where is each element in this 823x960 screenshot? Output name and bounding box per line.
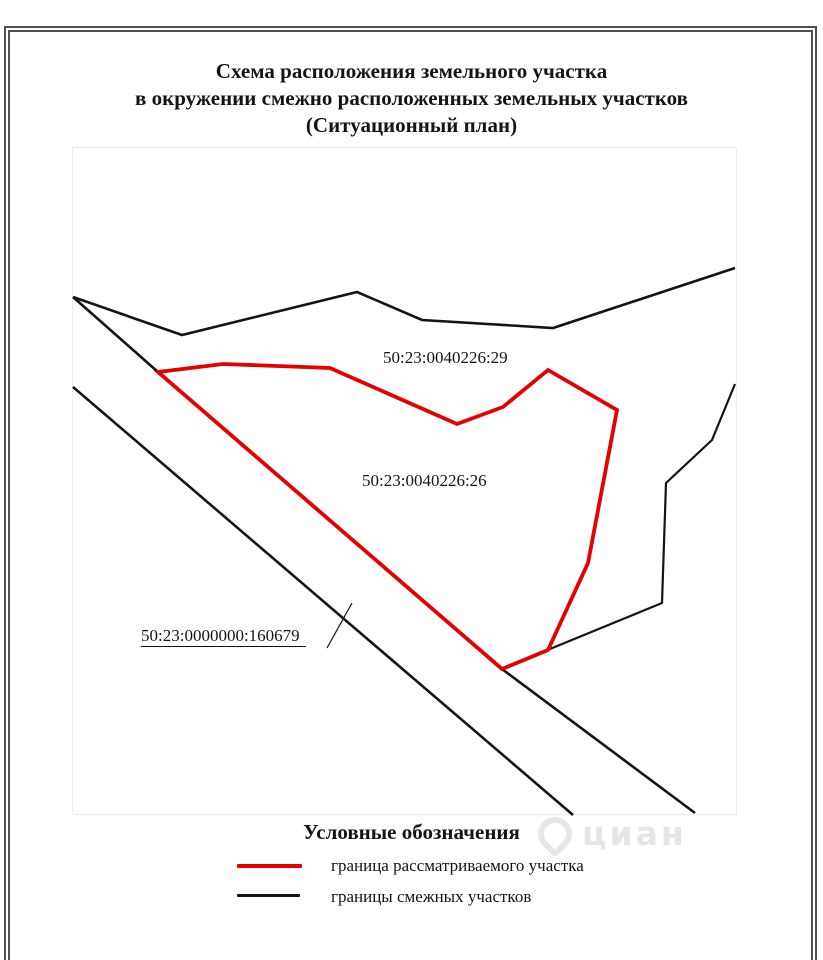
cadastral-label-road-parcel: 50:23:0000000:160679: [141, 626, 306, 647]
legend-label-adjacent-boundaries: границы смежных участков: [331, 887, 532, 906]
legend-swatch-subject-boundary: [237, 864, 302, 868]
subject-parcel-boundary: [158, 364, 617, 669]
label-leader-line: [327, 603, 352, 648]
road-upper-boundary-line: [73, 297, 695, 813]
adjacent-boundary-right-line: [545, 384, 735, 651]
legend-label-subject-boundary: граница рассматриваемого участка: [331, 856, 584, 875]
title-line-3: (Ситуационный план): [305, 113, 518, 137]
title-line-2: в окружении смежно расположенных земельных участков: [135, 86, 688, 110]
watermark-text: циан: [582, 814, 687, 853]
cadastral-label-parcel-26: 50:23:0040226:26: [362, 471, 487, 490]
legend-heading: Условные обозначения: [303, 820, 520, 844]
title-line-1: Схема расположения земельного участка: [215, 59, 608, 83]
cadastral-label-parcel-29: 50:23:0040226:29: [383, 348, 508, 367]
road-lower-boundary-line: [73, 387, 573, 815]
adjacent-boundary-top-line: [73, 268, 735, 335]
legend-swatch-adjacent-boundaries: [237, 894, 300, 897]
